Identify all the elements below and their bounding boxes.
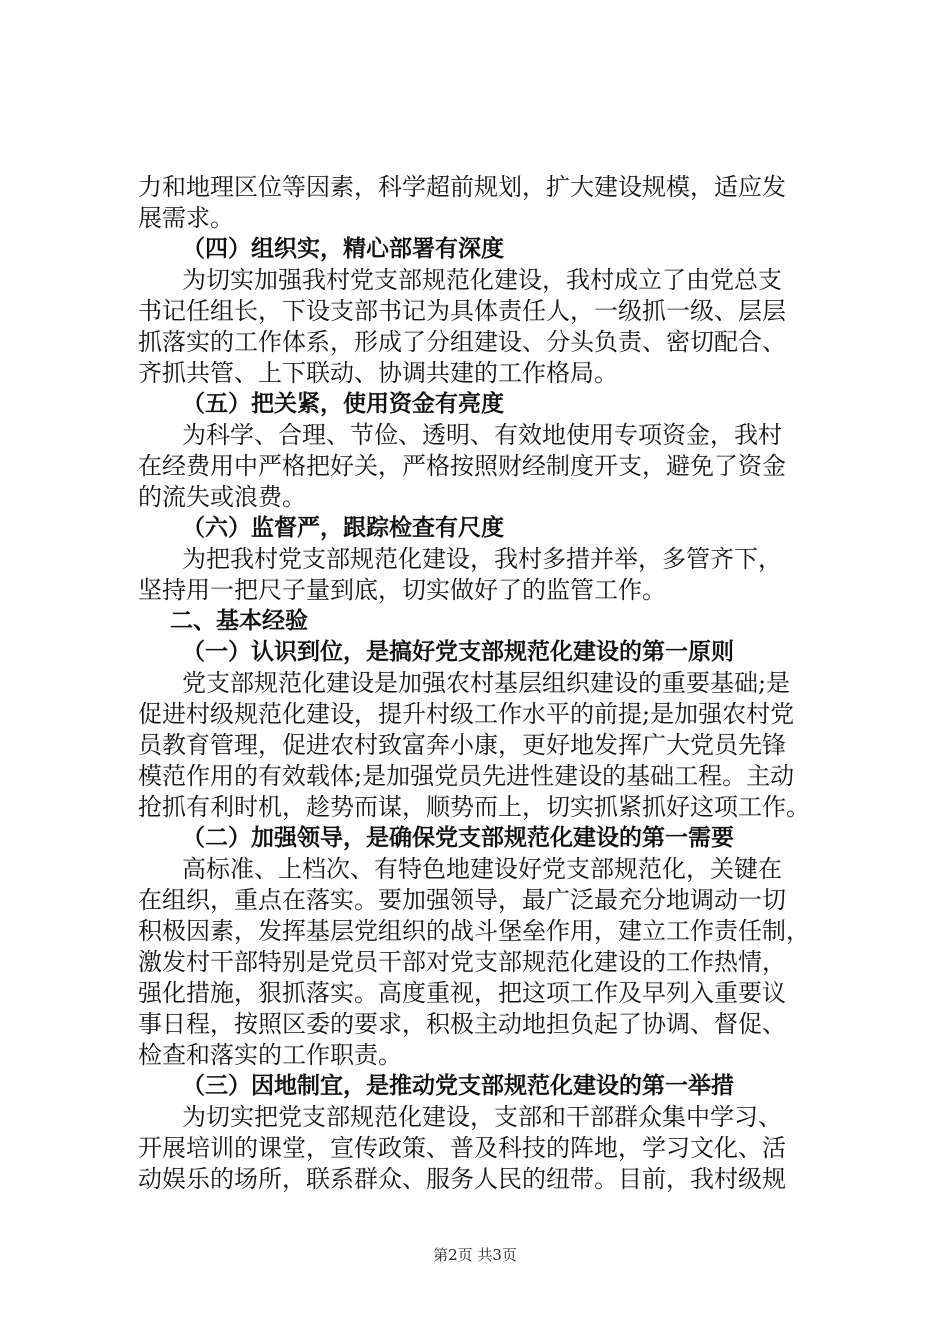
page-footer: 第2页 共3页 <box>433 1246 517 1264</box>
section-heading: （一）认识到位，是搞好党支部规范化建设的第一原则 <box>182 639 734 665</box>
paragraph-line: 党支部规范化建设是加强农村基层组织建设的重要基础;是 <box>182 669 791 697</box>
paragraph-line: 积极因素，发挥基层党组织的战斗堡垒作用，建立工作责任制， <box>138 917 810 945</box>
paragraph-line: 书记任组长，下设支部书记为具体责任人，一级抓一级、层层 <box>138 297 786 325</box>
paragraph-line: 力和地理区位等因素，科学超前规划，扩大建设规模，适应发 <box>138 173 786 201</box>
paragraph-line: 的流失或浪费。 <box>138 483 306 511</box>
paragraph-line: 为切实加强我村党支部规范化建设，我村成立了由党总支 <box>182 266 782 294</box>
section-heading: （三）因地制宜，是推动党支部规范化建设的第一举措 <box>182 1073 734 1099</box>
paragraph-line: 激发村干部特别是党员干部对党支部规范化建设的工作热情， <box>138 948 786 976</box>
paragraph-line: 为科学、合理、节俭、透明、有效地使用专项资金，我村 <box>182 421 782 449</box>
paragraph-line: 为把我村党支部规范化建设，我村多措并举，多管齐下， <box>182 545 782 573</box>
paragraph-line: 展需求。 <box>138 204 234 232</box>
section-heading: （五）把关紧，使用资金有亮度 <box>182 391 504 417</box>
paragraph-line: 在组织，重点在落实。要加强领导，最广泛最充分地调动一切 <box>138 886 786 914</box>
paragraph-line: 强化措施，狠抓落实。高度重视，把这项工作及早列入重要议 <box>138 979 786 1007</box>
chapter-heading: 二、基本经验 <box>170 608 308 634</box>
paragraph-line: 坚持用一把尺子量到底，切实做好了的监管工作。 <box>138 576 666 604</box>
paragraph-line: 员教育管理，促进农村致富奔小康，更好地发挥广大党员先锋 <box>138 731 786 759</box>
paragraph-line: 事日程，按照区委的要求，积极主动地担负起了协调、督促、 <box>138 1010 786 1038</box>
paragraph-line: 开展培训的课堂，宣传政策、普及科技的阵地，学习文化、活 <box>138 1134 786 1162</box>
paragraph-line: 促进村级规范化建设，提升村级工作水平的前提;是加强农村党 <box>138 700 795 728</box>
paragraph-line: 模范作用的有效载体;是加强党员先进性建设的基础工程。主动 <box>138 762 795 790</box>
section-heading: （六）监督严，跟踪检查有尺度 <box>182 515 504 541</box>
paragraph-line: 抢抓有利时机，趁势而谋，顺势而上，切实抓紧抓好这项工作。 <box>138 793 810 821</box>
paragraph-line: 高标准、上档次、有特色地建设好党支部规范化，关键在 <box>182 855 782 883</box>
section-heading: （四）组织实，精心部署有深度 <box>182 236 504 262</box>
paragraph-line: 为切实把党支部规范化建设，支部和干部群众集中学习、 <box>182 1103 782 1131</box>
paragraph-line: 动娱乐的场所，联系群众、服务人民的纽带。目前，我村级规 <box>138 1165 786 1193</box>
paragraph-line: 在经费用中严格把好关，严格按照财经制度开支，避免了资金 <box>138 452 786 480</box>
document-body <box>138 172 838 1195</box>
paragraph-line: 齐抓共管、上下联动、协调共建的工作格局。 <box>138 359 618 387</box>
section-heading: （二）加强领导，是确保党支部规范化建设的第一需要 <box>182 825 734 851</box>
paragraph-line: 抓落实的工作体系，形成了分组建设、分头负责、密切配合、 <box>138 328 786 356</box>
paragraph-line: 检查和落实的工作职责。 <box>138 1041 402 1069</box>
